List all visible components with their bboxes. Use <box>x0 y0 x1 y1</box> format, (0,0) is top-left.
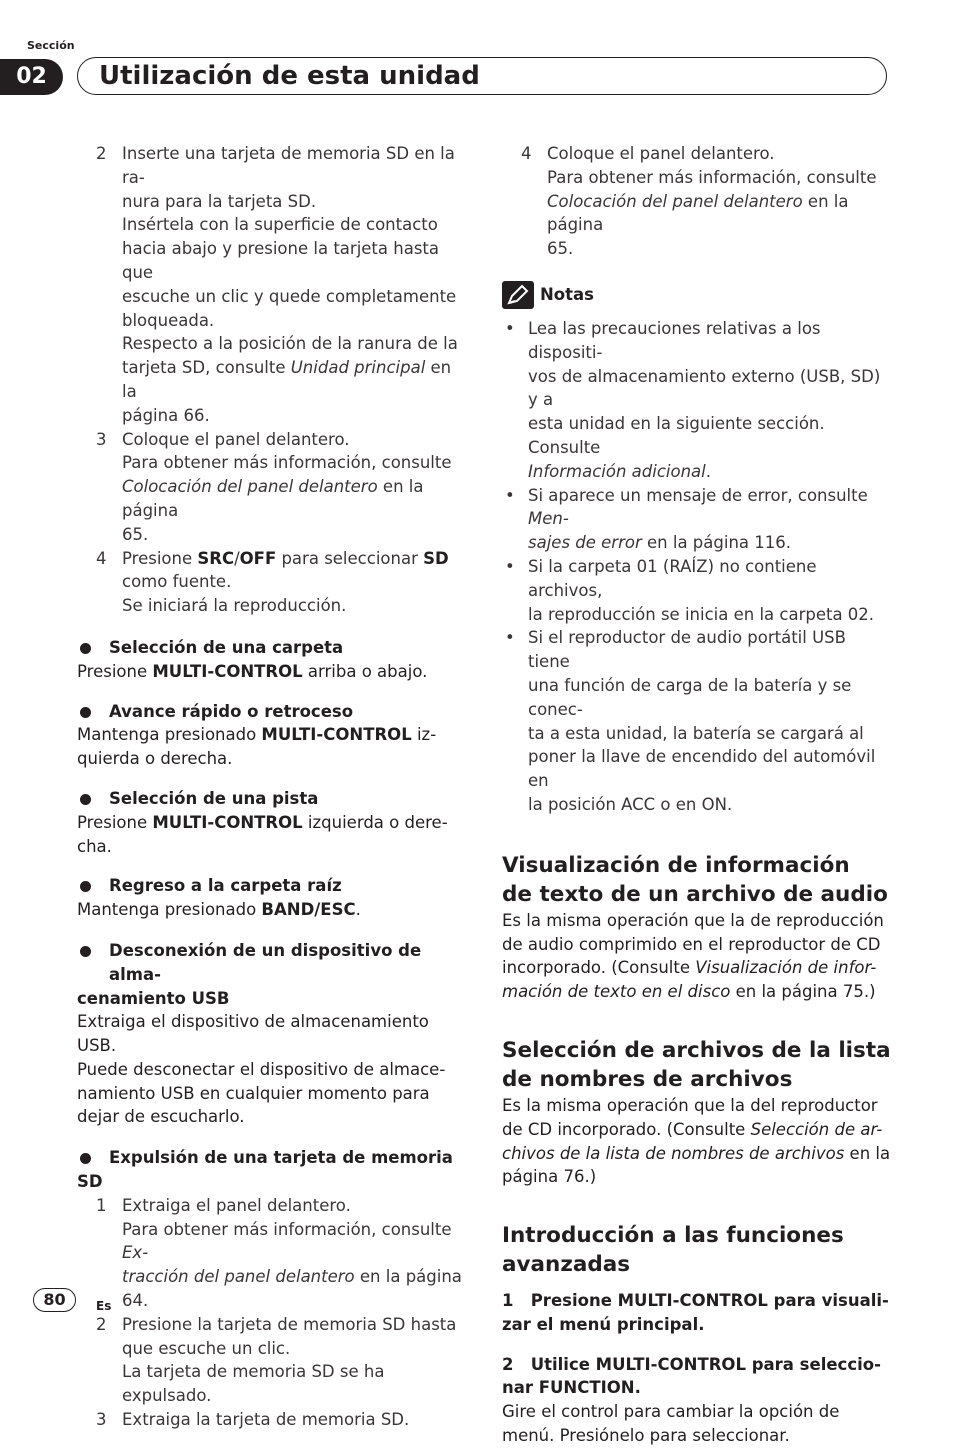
heading-line: de nombres de archivos <box>502 1066 793 1092</box>
text-line: la posición ACC o en ON. <box>528 794 733 814</box>
sd-step-2 <box>77 1313 463 1408</box>
text-line: USB. <box>77 1036 117 1056</box>
text-line: una función de carga de la batería y se conec- <box>528 675 852 719</box>
heading-text: cenamiento USB <box>77 988 230 1008</box>
text-line <box>122 547 463 571</box>
text: Mantenga presionado <box>77 725 262 745</box>
text-line: 65. <box>122 524 149 544</box>
section-heading-text-info <box>502 851 892 909</box>
text-line: Extraiga la tarjeta de memoria SD. <box>122 1410 410 1430</box>
text: cha. <box>77 836 112 856</box>
text-line: página 76.) <box>502 1167 597 1187</box>
text-line: dejar de escucharlo. <box>77 1107 245 1127</box>
cross-reference: mación de texto en el disco <box>502 982 731 1002</box>
numbered-step-1 <box>502 1289 892 1337</box>
section-heading-advanced <box>502 1221 892 1279</box>
text-line: Es la misma operación que la del reproductor <box>502 1095 878 1115</box>
text-line: la reproducción se inicia en la carpeta 02. <box>528 604 875 624</box>
cross-reference: Colocación del panel delantero <box>547 191 803 211</box>
text-line: Insértela con la superficie de contacto <box>122 215 438 235</box>
step-2-insert-sd <box>77 142 463 428</box>
text-line: hacia abajo y presione la tarjeta hasta que <box>122 239 439 282</box>
text: Mantenga presionado <box>77 900 262 920</box>
heading-line: Selección de archivos de la lista <box>502 1037 891 1063</box>
text: en la <box>122 358 452 401</box>
text-line: bloqueada. <box>122 310 215 330</box>
text: en la página 116. <box>641 533 791 553</box>
step-number: 4 <box>521 144 532 163</box>
cross-reference: Información adicional <box>528 461 706 481</box>
step-number: 2 <box>96 144 107 163</box>
bullet-heading-folder <box>77 636 463 660</box>
text-line: Se iniciará la reproducción. <box>122 596 347 616</box>
paragraph <box>77 660 463 684</box>
heading-text: SD <box>77 1172 103 1192</box>
heading-text: Regreso a la carpeta raíz <box>109 876 342 896</box>
heading-line: avanzadas <box>502 1252 631 1278</box>
bullet-dot <box>80 794 91 805</box>
bullet-heading-ffrew <box>77 700 463 724</box>
text-line: 65. <box>547 239 574 259</box>
text: / <box>234 548 240 568</box>
text: Para obtener más información, consulte <box>122 1219 452 1239</box>
text-line <box>122 475 463 523</box>
step-line: 1 Presione MULTI-CONTROL para visuali- <box>502 1291 889 1311</box>
heading-line: Introducción a las funciones <box>502 1223 844 1249</box>
text-line: como fuente. <box>122 572 232 592</box>
page-number: 80 <box>33 1288 76 1312</box>
text: en la página 75.) <box>730 982 876 1002</box>
step-number: 4 <box>96 548 107 568</box>
section-label: Sección <box>27 39 75 52</box>
button-name: MULTI-CONTROL <box>261 725 412 745</box>
text-line: Gire el control para cambiar la opción de <box>502 1402 840 1422</box>
text-line <box>122 1265 463 1313</box>
text-line: Respecto a la posición de la ranura de la <box>122 334 458 354</box>
step-number: 1 <box>96 1195 107 1215</box>
text: para seleccionar <box>276 548 424 568</box>
cross-reference: chivos de la lista de nombres de archivos <box>502 1143 845 1163</box>
text: Si aparece un mensaje de error, consulte <box>528 485 868 505</box>
text-line <box>502 1118 892 1142</box>
bullet-heading-usb <box>77 939 463 987</box>
cross-reference: Selección de ar- <box>750 1119 883 1139</box>
note-item <box>502 484 892 555</box>
text-line: escuche un clic y quede completamente <box>122 286 457 306</box>
paragraph <box>77 723 463 771</box>
text-line: Para obtener más información, consulte <box>122 453 452 473</box>
cross-reference: Men- <box>528 509 569 529</box>
page-title: Utilización de esta unidad <box>99 61 480 91</box>
bullet-mark: • <box>505 628 515 648</box>
text-line: vos de almacenamiento externo (USB, SD) y a <box>528 366 881 410</box>
text-line <box>502 1142 892 1166</box>
text-line <box>502 956 892 980</box>
text: Presione <box>122 548 198 568</box>
text-line <box>122 356 463 404</box>
text-line: Lea las precauciones relativas a los dispositi- <box>528 318 821 362</box>
language-code: Es <box>96 1299 112 1313</box>
section-number-badge: 02 <box>0 59 63 95</box>
button-name: MULTI-CONTROL <box>152 812 303 832</box>
text-line: Extraiga el dispositivo de almacenamiento <box>77 1012 429 1032</box>
text-line <box>528 484 892 532</box>
step-line: zar el menú principal. <box>502 1314 705 1334</box>
button-name: BAND/ESC <box>261 900 356 920</box>
cross-reference: sajes de error <box>528 533 642 553</box>
text-line: de audio comprimido en el reproductor de CD <box>502 934 881 954</box>
text-line <box>528 460 892 484</box>
step-3-attach-panel <box>77 428 463 547</box>
text: en la página <box>122 477 424 520</box>
step-number: 3 <box>96 429 107 449</box>
source-name: SD <box>423 548 449 568</box>
step-4-select-source <box>77 547 463 618</box>
note-item <box>502 555 892 626</box>
cross-reference: Colocación del panel delantero <box>122 477 378 497</box>
text: iz- <box>411 725 437 745</box>
step-number: 3 <box>96 1410 107 1430</box>
text-line: Para obtener más información, consulte <box>547 167 877 187</box>
text-line: Es la misma operación que la de reproducción <box>502 910 884 930</box>
right-column <box>502 142 892 1448</box>
button-name: MULTI-CONTROL <box>152 661 303 681</box>
step-line: 2 Utilice MULTI-CONTROL para seleccio- <box>502 1354 881 1374</box>
heading-text: Selección de una pista <box>109 788 319 808</box>
bullet-mark: • <box>505 485 515 505</box>
bullet-heading-root <box>77 874 463 898</box>
section-heading-file-list <box>502 1036 892 1094</box>
text-line: namiento USB en cualquier momento para <box>77 1083 430 1103</box>
notes-heading <box>502 281 892 309</box>
heading-text: Expulsión de una tarjeta de memoria <box>109 1148 453 1168</box>
text: de CD incorporado. (Consulte <box>502 1119 751 1139</box>
cross-reference: Ex- <box>122 1243 149 1263</box>
text-line: Puede desconectar el dispositivo de almace- <box>77 1059 446 1079</box>
text-line: Presione la tarjeta de memoria SD hasta <box>122 1314 457 1334</box>
bullet-dot <box>80 707 91 718</box>
heading-text: Selección de una carpeta <box>109 637 344 657</box>
bullet-dot <box>80 881 91 892</box>
heading-text: Desconexión de un dispositivo de alma- <box>109 940 422 984</box>
text-line <box>502 980 892 1004</box>
bullet-mark: • <box>505 318 515 338</box>
note-pencil-icon <box>502 281 534 309</box>
button-name: SRC <box>197 548 235 568</box>
text: en la página 64. <box>122 1267 462 1311</box>
text: en la página <box>547 191 849 235</box>
bullet-heading-sd-eject <box>77 1146 463 1170</box>
bullet-dot <box>80 1153 91 1164</box>
left-column <box>77 142 463 1432</box>
text: . <box>355 900 361 920</box>
text-line <box>122 1218 463 1266</box>
note-item <box>502 317 892 484</box>
text-line: menú. Presiónelo para seleccionar. <box>502 1426 790 1446</box>
text: en la <box>844 1143 891 1163</box>
text: . <box>705 461 711 481</box>
cross-reference: tracción del panel delantero <box>122 1267 355 1287</box>
text-line: ta a esta unidad, la batería se cargará al <box>528 723 864 743</box>
text: incorporado. (Consulte <box>502 958 696 978</box>
text-line <box>547 190 892 238</box>
bullet-mark: • <box>505 556 515 576</box>
bullet-heading-track <box>77 787 463 811</box>
text-line: Coloque el panel delantero. <box>547 144 775 163</box>
cross-reference: Visualización de infor- <box>695 958 877 978</box>
text: izquierda o dere- <box>302 812 448 832</box>
bullet-dot <box>80 643 91 654</box>
step-line: nar FUNCTION. <box>502 1378 641 1398</box>
text-line <box>528 531 892 555</box>
text-line: Si el reproductor de audio portátil USB tiene <box>528 628 846 672</box>
heading-line: Visualización de información <box>502 852 850 878</box>
text-line: La tarjeta de memoria SD se ha expulsado. <box>122 1362 385 1406</box>
text-line: poner la llave de encendido del automóvil en <box>528 747 876 791</box>
paragraph <box>77 898 463 922</box>
heading-text: Avance rápido o retroceso <box>109 701 354 721</box>
text-line: Inserte una tarjeta de memoria SD en la ra- <box>122 144 455 187</box>
text: arriba o abajo. <box>302 661 428 681</box>
text: tarjeta SD, consulte <box>122 358 291 378</box>
text-line: esta unidad en la siguiente sección. Consulte <box>528 414 825 457</box>
button-name: OFF <box>239 548 277 568</box>
bullet-dot <box>80 946 91 957</box>
heading-line: de texto de un archivo de audio <box>502 881 888 907</box>
numbered-step-2 <box>502 1353 892 1401</box>
cross-reference: Unidad principal <box>290 358 426 378</box>
text-line: página 66. <box>122 405 210 425</box>
text-line: Coloque el panel delantero. <box>122 429 350 449</box>
text: Presione <box>77 812 153 832</box>
sd-step-3 <box>77 1408 463 1432</box>
note-item <box>502 626 892 816</box>
text-line: nura para la tarjeta SD. <box>122 191 317 211</box>
sd-step-1 <box>77 1194 463 1313</box>
text-line: que escuche un clic. <box>122 1338 291 1358</box>
step-number: 2 <box>96 1314 107 1334</box>
paragraph <box>77 811 463 859</box>
text: quierda o derecha. <box>77 749 233 769</box>
text-line: Extraiga el panel delantero. <box>122 1195 351 1215</box>
notes-title: Notas <box>540 285 594 305</box>
step-4-attach-panel <box>502 142 892 261</box>
text-line: Si la carpeta 01 (RAÍZ) no contiene archivos, <box>528 556 817 600</box>
text: Presione <box>77 661 153 681</box>
